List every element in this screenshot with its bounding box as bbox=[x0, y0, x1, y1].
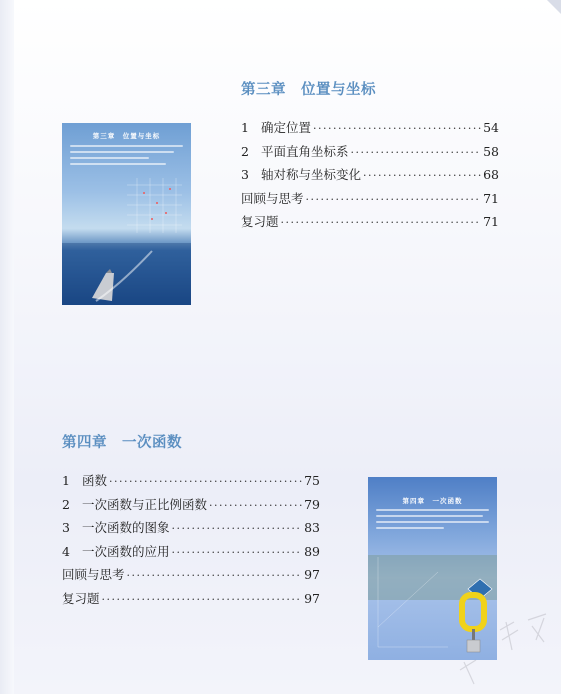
toc-entry-label: 复习题 bbox=[62, 590, 100, 606]
toc-leader-dots bbox=[351, 146, 481, 159]
toc-entry-page: 58 bbox=[483, 143, 499, 159]
toc-leader-dots bbox=[209, 499, 302, 512]
toc-entry-number: 4 bbox=[62, 543, 70, 559]
toc-entry-label: 函数 bbox=[82, 473, 108, 488]
toc-entry-label: 一次函数的应用 bbox=[82, 543, 170, 559]
toc-leader-dots bbox=[306, 193, 481, 206]
toc-entry-page: 97 bbox=[304, 590, 320, 606]
chapter-4-title: 第四章 一次函数 bbox=[62, 435, 182, 451]
toc-leader-dots bbox=[172, 522, 302, 535]
toc-entry-number: 2 bbox=[62, 496, 70, 512]
toc-entry[interactable] bbox=[62, 518, 320, 542]
toc-entry-page: 75 bbox=[304, 473, 320, 488]
toc-entry-label: 一次函数的图象 bbox=[82, 520, 170, 536]
toc-entry-page: 71 bbox=[483, 190, 499, 206]
chapter-3-toc bbox=[241, 118, 499, 236]
cover-title: 第三章 位置与坐标 bbox=[92, 132, 161, 140]
toc-entry-page: 83 bbox=[304, 520, 320, 536]
cover-text-lines bbox=[376, 509, 489, 533]
toc-leader-dots bbox=[363, 169, 481, 182]
toc-entry-label: 确定位置 bbox=[261, 120, 312, 135]
toc-leader-dots bbox=[281, 216, 481, 229]
toc-entry[interactable] bbox=[241, 142, 499, 166]
toc-entry-page: 54 bbox=[483, 120, 499, 135]
chapter-4-toc bbox=[62, 471, 320, 613]
toc-entry-page: 79 bbox=[304, 496, 320, 512]
toc-entry[interactable] bbox=[241, 212, 499, 236]
toc-entry-page: 89 bbox=[304, 543, 320, 559]
toc-entry-number: 1 bbox=[241, 120, 249, 135]
toc-entry[interactable] bbox=[62, 542, 320, 566]
toc-entry-label: 回顾与思考 bbox=[241, 190, 304, 206]
toc-leader-dots bbox=[109, 475, 302, 488]
toc-entry[interactable] bbox=[241, 165, 499, 189]
cover-title: 第四章 一次函数 bbox=[402, 497, 463, 505]
toc-entry[interactable] bbox=[62, 471, 320, 495]
chapter-3-title: 第三章 位置与坐标 bbox=[241, 82, 376, 98]
toc-entry-number: 2 bbox=[241, 143, 249, 159]
toc-entry-page: 68 bbox=[483, 167, 499, 183]
toc-entry-label: 一次函数与正比例函数 bbox=[82, 496, 208, 512]
toc-entry-number: 3 bbox=[62, 520, 70, 536]
toc-entry[interactable] bbox=[241, 189, 499, 213]
toc-leader-dots bbox=[172, 546, 302, 559]
toc-entry-label: 复习题 bbox=[241, 214, 279, 230]
toc-leader-dots bbox=[313, 122, 481, 135]
toc-entry[interactable] bbox=[62, 589, 320, 613]
toc-entry-label: 平面直角坐标系 bbox=[261, 143, 349, 159]
toc-entry[interactable] bbox=[241, 118, 499, 142]
toc-entry[interactable] bbox=[62, 495, 320, 519]
toc-entry-number: 1 bbox=[62, 473, 70, 488]
toc-entry-page: 97 bbox=[304, 567, 320, 583]
toc-entry-page: 71 bbox=[483, 214, 499, 230]
cover-text-lines bbox=[70, 145, 183, 169]
toc-leader-dots bbox=[127, 569, 302, 582]
page-edge bbox=[0, 0, 14, 694]
toc-entry-label: 轴对称与坐标变化 bbox=[261, 167, 362, 183]
toc-entry[interactable] bbox=[62, 565, 320, 589]
toc-leader-dots bbox=[102, 593, 302, 606]
toc-entry-label: 回顾与思考 bbox=[62, 567, 125, 583]
publisher-watermark-icon bbox=[440, 600, 561, 700]
page-corner bbox=[547, 0, 561, 14]
chapter-3-cover-image bbox=[62, 123, 191, 305]
toc-entry-number: 3 bbox=[241, 167, 249, 183]
